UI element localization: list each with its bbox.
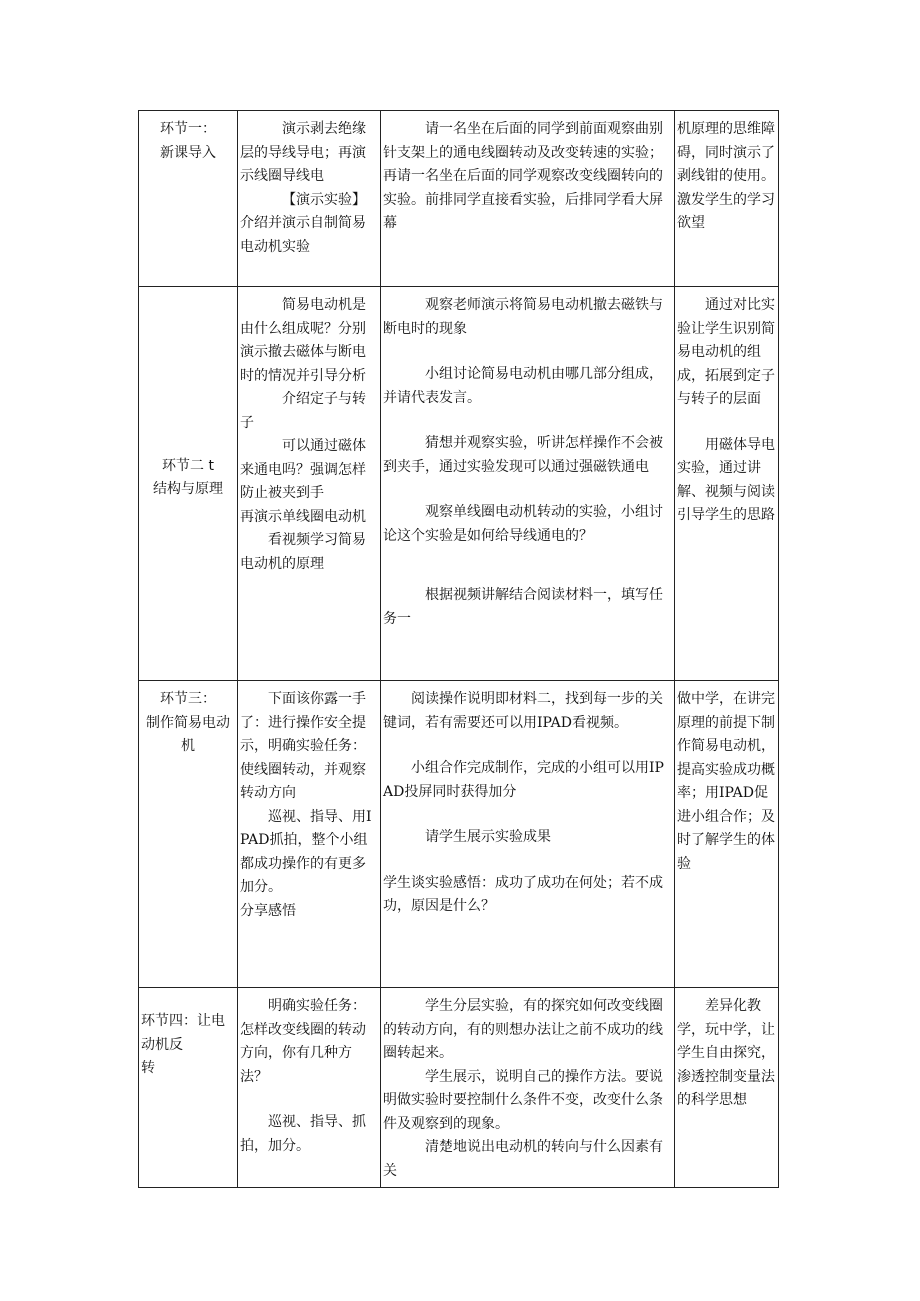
teacher-activity-text: 介绍定子与转子 [240, 391, 366, 431]
spacer [383, 548, 672, 584]
student-activity-text: 学生分层实验，有的探究如何改变线圈的转动方向，有的则想办法让之前不成功的线圈转起来。 [383, 998, 663, 1061]
student-activity-cell [381, 111, 675, 287]
teacher-activity-text: 介绍并演示自制简易电动机实验 [240, 215, 366, 255]
student-activity-text: 观察老师演示将简易电动机撤去磁铁与断电时的现象 [383, 297, 663, 337]
student-activity-text: 观察单线圈电动机转动的实验，小组讨论这个实验是如何给导线通电的？ [383, 504, 663, 544]
design-intent-cell [675, 111, 779, 287]
teacher-activity-text: 再演示单线圈电动机 [240, 508, 366, 525]
stage-label: 转 [141, 1060, 155, 1076]
teacher-activity-cell [238, 287, 381, 681]
table-row [139, 111, 779, 287]
spacer [677, 412, 776, 434]
stage-label: 制作简易电动 [146, 714, 230, 731]
stage-cell [139, 681, 238, 988]
student-activity-cell [381, 287, 675, 681]
spacer [383, 804, 672, 826]
teacher-activity-text: 巡视、指导、抓拍，加分。 [240, 1114, 366, 1154]
student-activity-text: 请学生展示实验成果 [425, 829, 551, 845]
student-activity-text: 小组合作完成制作，完成的小组可以用IPAD投屏同时获得加分 [383, 760, 664, 800]
stage-label: 环节二 t [162, 457, 214, 474]
teacher-activity-cell [238, 681, 381, 988]
design-intent-cell [675, 988, 779, 1188]
spacer [383, 479, 672, 501]
stage-label: 环节三： [160, 691, 216, 707]
teacher-activity-cell [238, 988, 381, 1188]
teacher-activity-text: 巡视、指导、用IPAD抓拍，整个小组都成功操作的有更多加分。 [240, 808, 372, 895]
stage-cell [139, 287, 238, 681]
spacer [383, 735, 672, 757]
stage-label: 环节四：让电 [141, 1013, 225, 1029]
student-activity-text: 清楚地说出电动机的转向与什么因素有关 [383, 1139, 663, 1179]
design-intent-text: 机原理的思维障碍，同时演示了剥线钳的使用。 [677, 121, 775, 184]
spacer [383, 850, 672, 872]
teacher-activity-cell [238, 111, 381, 287]
design-intent-text: 通过对比实验让学生识别简易电动机的组成，拓展到定子与转子的层面 [677, 297, 775, 407]
student-activity-text: 请一名坐在后面的同学到前面观察曲别针支架上的通电线圈转动及改变转速的实验；再请一名坐在后面的同学观察改变线圈转向的实验。前排同学直接看实验，后排同学看大屏幕 [383, 121, 663, 231]
design-intent-text: 用磁体导电实验，通过讲解、视频与阅读引导学生的思路 [677, 436, 775, 523]
teacher-activity-text: 分享感悟 [240, 902, 296, 919]
lesson-plan-table [138, 110, 779, 1188]
teacher-activity-text: 看视频学习简易电动机的原理 [240, 532, 366, 572]
stage-label: 环节一： [160, 121, 216, 137]
stage-cell [139, 988, 238, 1188]
design-intent-text: 做中学，在讲完原理的前提下制作简易电动机，提高实验成功概率；用IPAD促进小组合作；及时了解学生的体验 [677, 691, 775, 872]
stage-label: 新课导入 [160, 144, 216, 161]
table-row [139, 681, 779, 988]
student-activity-text: 猜想并观察实验，听讲怎样操作不会被到夹手，通过实验发现可以通过强磁铁通电 [383, 435, 663, 475]
design-intent-cell [675, 681, 779, 988]
teacher-activity-text: 明确实验任务：怎样改变线圈的转动方向，你有几种方法？ [240, 998, 366, 1085]
student-activity-text: 学生展示，说明自己的操作方法。要说明做实验时要控制什么条件不变，改变什么条件及观察到的现象。 [383, 1068, 663, 1132]
stage-label: 动机反 [141, 1036, 183, 1053]
stage-label: 机 [181, 738, 195, 754]
teacher-activity-text: 演示剥去绝缘层的导线导电；再演示线圈导线电 [240, 121, 366, 184]
spacer [383, 341, 672, 363]
stage-label: 结构与原理 [153, 481, 223, 497]
teacher-activity-text: 简易电动机是由什么组成呢？分别演示撤去磁体与断电时的情况并引导分析 [240, 297, 366, 384]
spacer [383, 410, 672, 432]
teacher-activity-text: 可以通过磁体来通电吗？强调怎样防止被夹到手 [240, 438, 366, 501]
design-intent-text: 差异化教学，玩中学，让学生自由探究，渗透控制变量法的科学思想 [677, 998, 775, 1108]
student-activity-text: 小组讨论简易电动机由哪几部分组成，并请代表发言。 [383, 366, 663, 406]
student-activity-text: 阅读操作说明即材料二，找到每一步的关键词，若有需要还可以用IPAD看视频。 [383, 691, 663, 731]
table-row [139, 988, 779, 1188]
design-intent-text: 激发学生的学习欲望 [677, 191, 775, 231]
table-row [139, 287, 779, 681]
student-activity-cell [381, 988, 675, 1188]
student-activity-text: 根据视频讲解结合阅读材料一，填写任务一 [383, 587, 663, 627]
teacher-activity-text: 【演示实验】 [282, 191, 366, 208]
design-intent-cell [675, 287, 779, 681]
spacer [240, 1089, 378, 1111]
student-activity-text: 学生谈实验感悟：成功了成功在何处；若不成功，原因是什么？ [383, 874, 663, 914]
stage-cell [139, 111, 238, 287]
teacher-activity-text: 下面该你露一手了：进行操作安全提示，明确实验任务：使线圈转动，并观察转动方向 [240, 691, 366, 801]
student-activity-cell [381, 681, 675, 988]
